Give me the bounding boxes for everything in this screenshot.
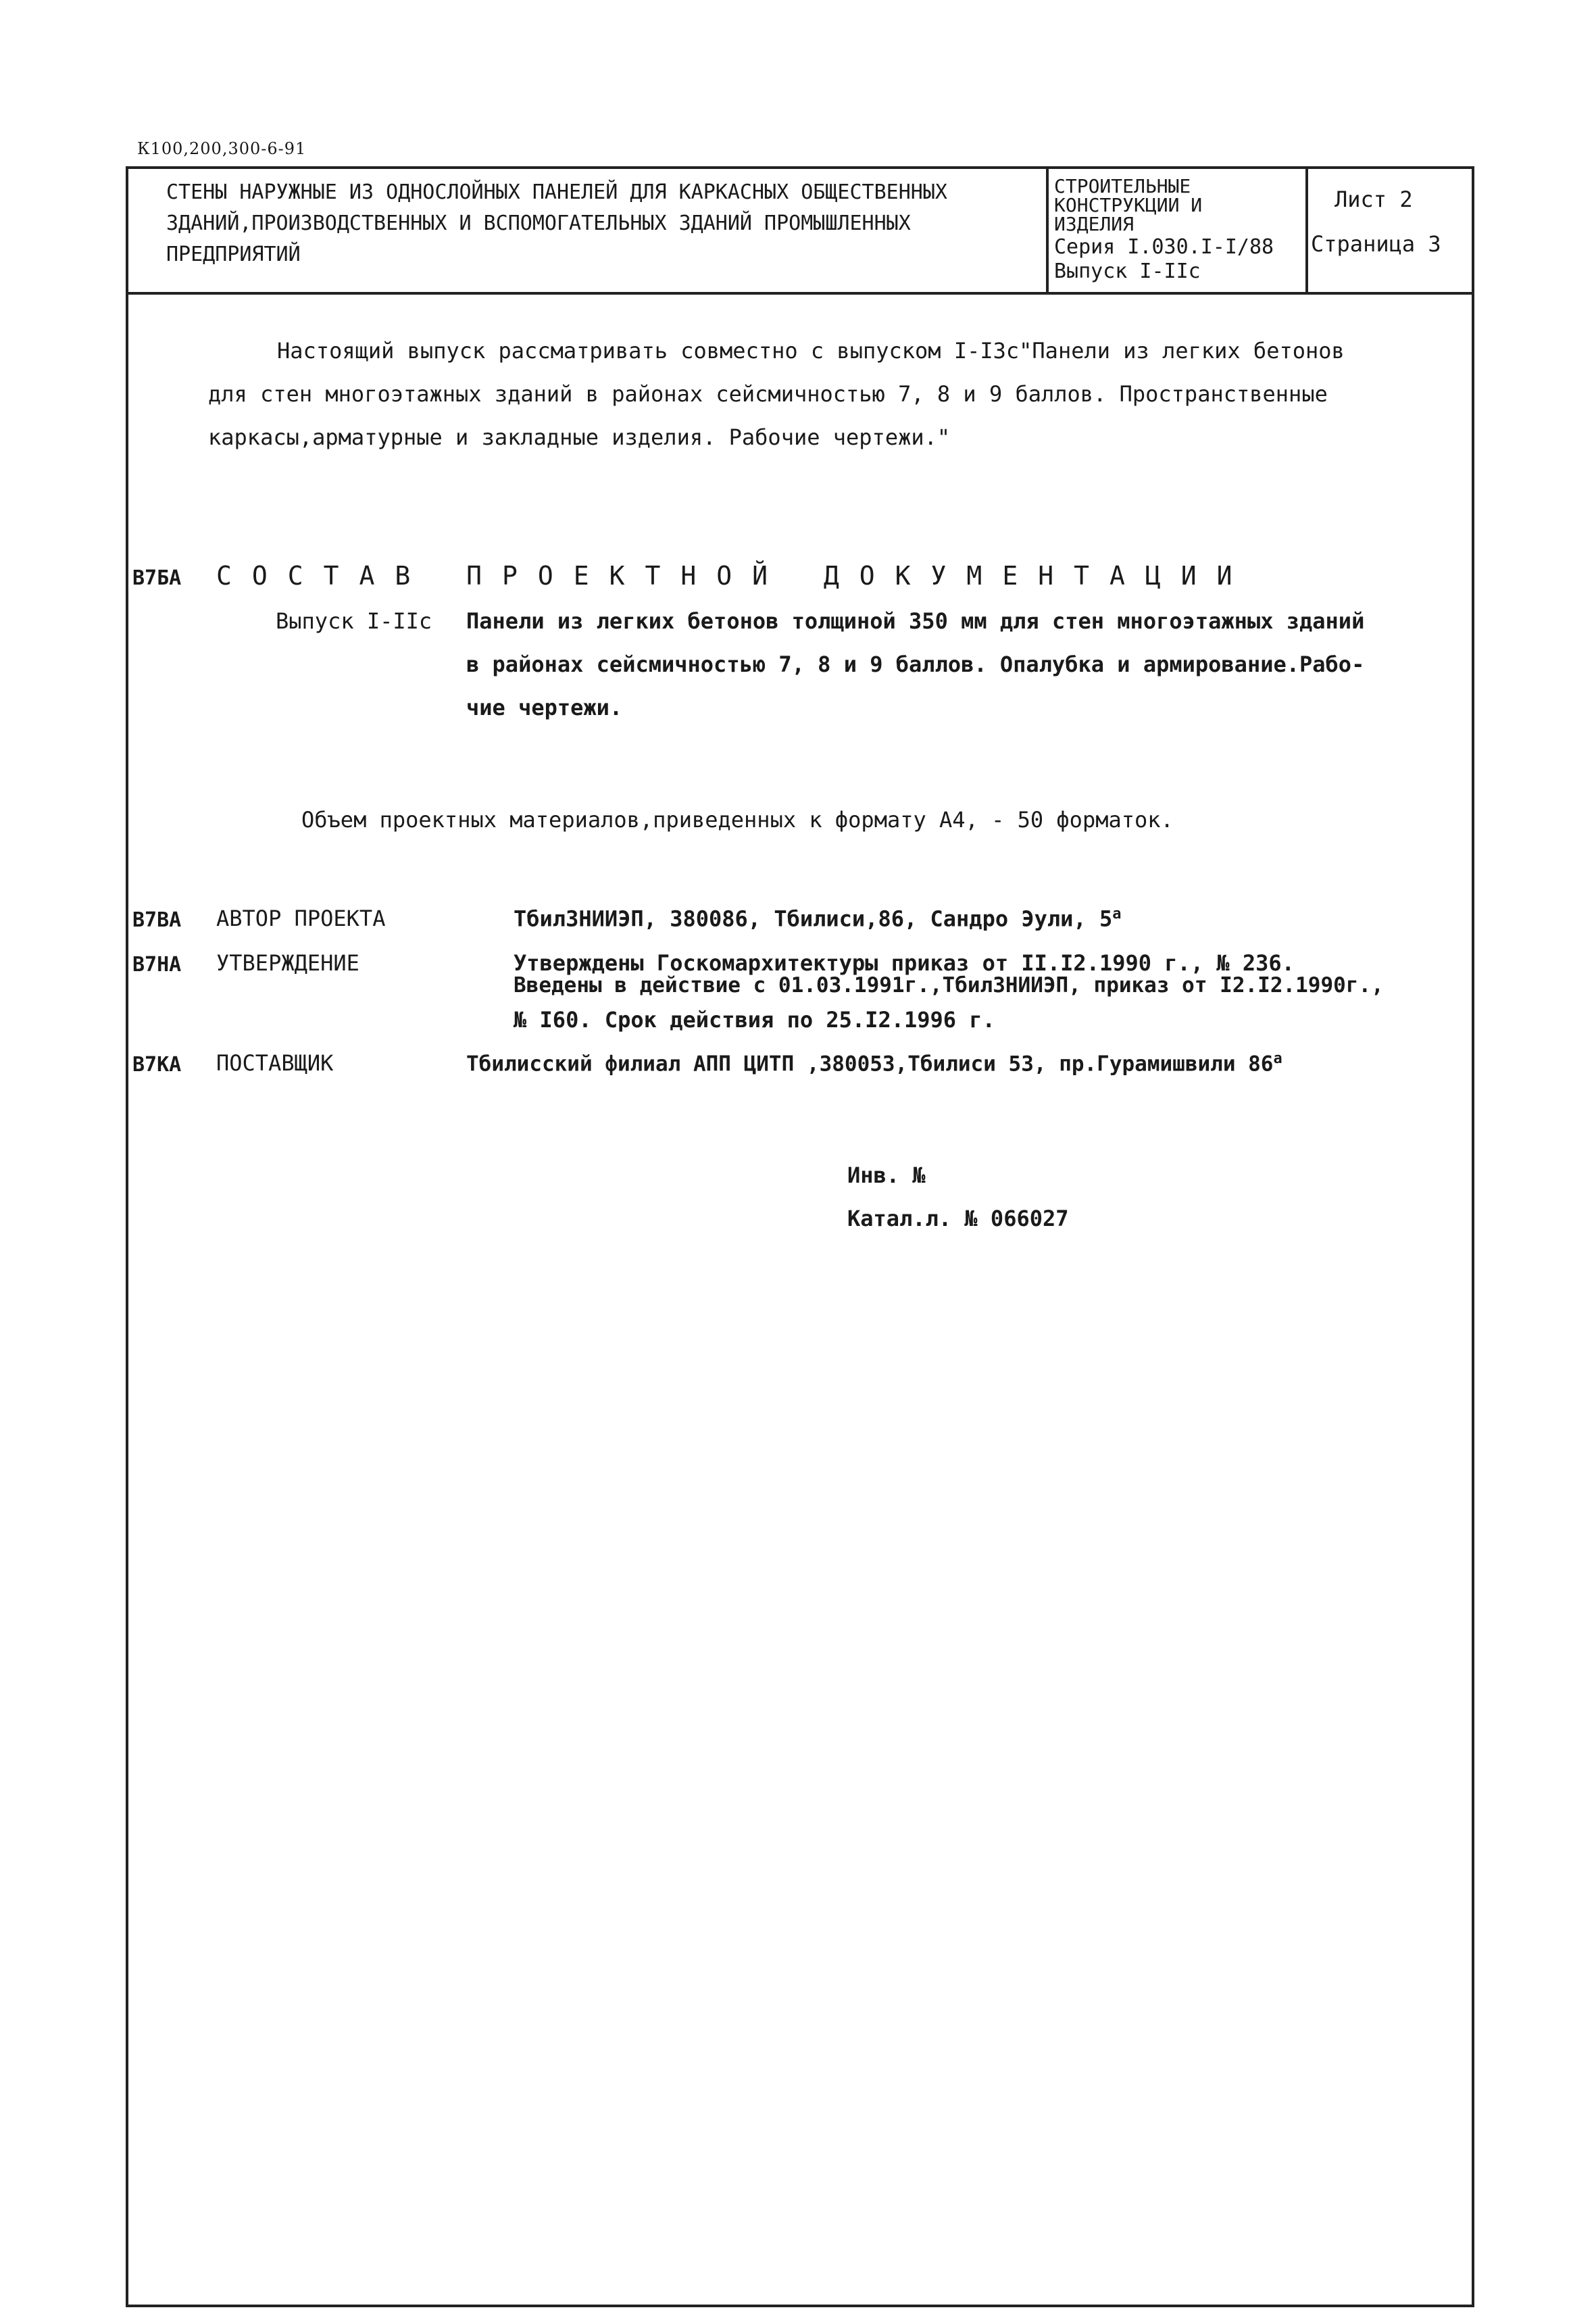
approval-line: Утверждены Госкомархитектуры приказ от II.I2.1990 г., № 236. xyxy=(514,950,1295,976)
supplier-sup: а xyxy=(1273,1050,1282,1067)
supplier-value: Тбилисский филиал АПП ЦИТП ,380053,Тбилиси 53, пр.Гурамишвили $86^а$ xyxy=(466,1050,1282,1077)
header-column-divider-1 xyxy=(1046,169,1049,292)
approval-code: В7НА xyxy=(132,953,182,977)
section-heading: СОСТАВ ПРОЕКТНОЙ ДОКУМЕНТАЦИИ xyxy=(216,561,1253,591)
issue-description-line: чие чертежи. xyxy=(466,695,623,720)
supplier-code: В7КА xyxy=(132,1053,182,1077)
page-frame xyxy=(126,166,1474,2307)
series-line: КОНСТРУКЦИИ И xyxy=(1054,194,1203,216)
issue-label: Выпуск I-IIс xyxy=(276,608,432,634)
supplier-label: ПОСТАВЩИК xyxy=(216,1050,334,1076)
approval-line: Введены в действие с 01.03.1991г.,ТбилЗНИИЭП, приказ от I2.I2.1990г., xyxy=(514,973,1384,998)
header-title-line: СТЕНЫ НАРУЖНЫЕ ИЗ ОДНОСЛОЙНЫХ ПАНЕЛЕЙ ДЛЯ КАРКАСНЫХ ОБЩЕСТВЕННЫХ xyxy=(166,180,947,204)
series-number: Серия I.030.I-I/88 xyxy=(1054,235,1274,259)
volume-statement: Объем проектных материалов,приведенных к формату А4, - 50 форматок. xyxy=(301,807,1174,833)
author-code: В7ВА xyxy=(132,908,182,932)
author-label: АВТОР ПРОЕКТА xyxy=(216,906,386,931)
header-title-line: ЗДАНИЙ,ПРОИЗВОДСТВЕННЫХ И ВСПОМОГАТЕЛЬНЫХ ЗДАНИЙ ПРОМЫШЛЕННЫХ xyxy=(166,212,911,235)
issue-description-line: в районах сейсмичностью 7, 8 и 9 баллов. Опалубка и армирование.Рабо- xyxy=(466,651,1365,677)
composition-code: В7БА xyxy=(132,566,182,590)
approval-label: УТВЕРЖДЕНИЕ xyxy=(216,950,359,976)
inventory-number: Инв. № xyxy=(847,1162,926,1188)
page-number: Страница 3 xyxy=(1311,231,1441,257)
issue-description-line: Панели из легких бетонов толщиной 350 мм для стен многоэтажных зданий xyxy=(466,608,1365,634)
series-line: СТРОИТЕЛЬНЫЕ xyxy=(1054,175,1191,197)
header-column-divider-2 xyxy=(1305,169,1308,292)
approval-line: № I60. Срок действия по 25.I2.1996 г. xyxy=(514,1007,995,1033)
sheet-number: Лист 2 xyxy=(1335,187,1413,212)
author-sup: а xyxy=(1112,906,1122,922)
header-divider xyxy=(128,292,1472,295)
series-line: ИЗДЕЛИЯ xyxy=(1054,213,1134,235)
intro-line: Настоящий выпуск рассматривать совместно с выпуском I-I3с"Панели из легких бетонов xyxy=(277,338,1345,364)
header-title-line: ПРЕДПРИЯТИЙ xyxy=(166,243,301,266)
series-issue: Выпуск I-IIс xyxy=(1054,260,1201,283)
catalog-number: Катал.л. № 066027 xyxy=(847,1206,1069,1231)
author-value: ТбилЗНИИЭП, 380086, Тбилиси,86, Сандро Эули, $5^а$ xyxy=(514,906,1122,932)
document-code: К100,200,300-6-91 xyxy=(137,139,307,158)
intro-line: для стен многоэтажных зданий в районах сейсмичностью 7, 8 и 9 баллов. Пространственные xyxy=(208,381,1328,407)
intro-line: каркасы,арматурные и закладные изделия. Рабочие чертежи." xyxy=(208,424,951,450)
